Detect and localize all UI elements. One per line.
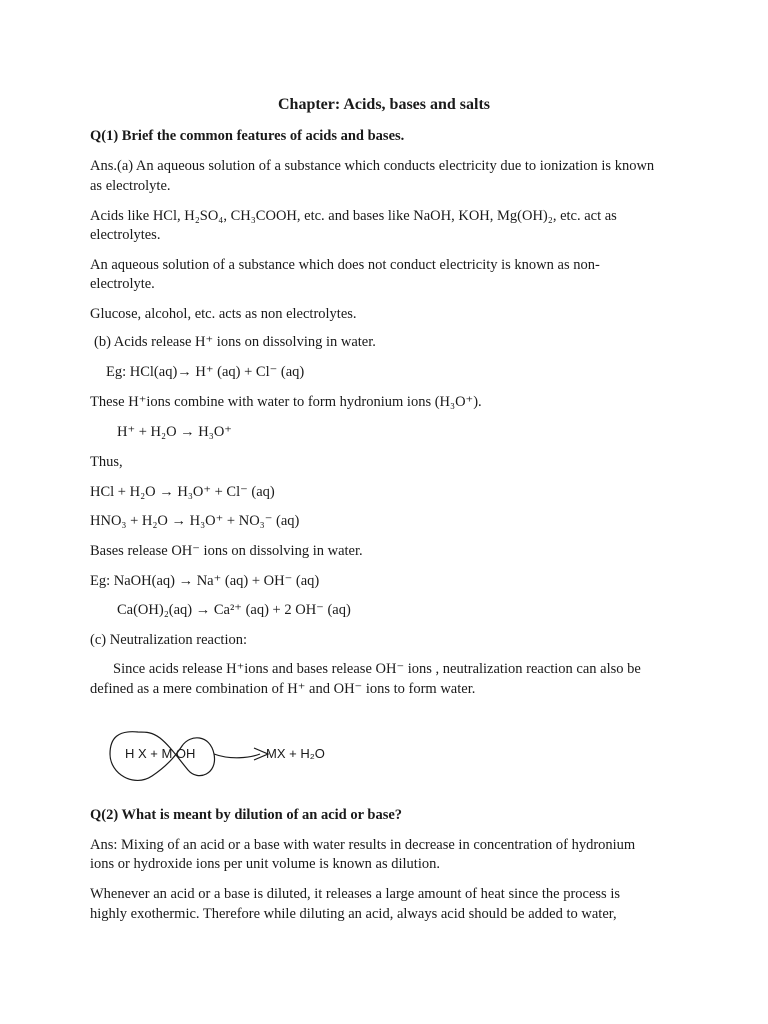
thus-label: Thus,	[90, 454, 123, 470]
equation-hydronium: H⁺ + H₂O → H₃O⁺	[117, 424, 232, 440]
diagram-products: MX + H₂O	[266, 746, 325, 761]
chapter-title: Chapter: Acids, bases and salts	[277, 96, 491, 113]
q2-heat-line-2: highly exothermic. Therefore while diluting an acid, always acid should be added to water,	[90, 906, 617, 922]
question-2: Q(2) What is meant by dilution of an acid or base?	[90, 807, 403, 823]
non-electrolyte-line-2: electrolyte.	[90, 276, 155, 292]
electrolytes-line-2: electrolytes.	[90, 227, 161, 243]
neutralization-diagram	[100, 722, 360, 798]
equation-caoh2-dissociation: Ca(OH)₂(aq) → Ca²⁺ (aq) + 2 OH⁻ (aq)	[117, 602, 351, 618]
non-electrolyte-examples: Glucose, alcohol, etc. acts as non electrolytes.	[90, 306, 357, 322]
q2-heat-line-1: Whenever an acid or a base is diluted, it releases a large amount of heat since the process is	[90, 886, 620, 902]
diagram-reactants: H X + M OH	[125, 746, 196, 761]
non-electrolyte-line-1: An aqueous solution of a substance which does not conduct electricity is known as non-	[90, 257, 600, 273]
example-naoh-dissociation: Eg: NaOH(aq) → Na⁺ (aq) + OH⁻ (aq)	[90, 573, 320, 589]
acids-release-h-ions: (b) Acids release H⁺ ions on dissolving in water.	[94, 334, 376, 350]
neutralization-line-2: defined as a mere combination of H⁺ and OH⁻ ions to form water.	[90, 681, 476, 697]
q2-answer-line-1: Ans: Mixing of an acid or a base with water results in decrease in concentration of hydronium	[90, 837, 636, 853]
q1-answer-a-line-2: as electrolyte.	[90, 178, 171, 194]
electrolytes-line-1: Acids like HCl, H₂SO₄, CH₃COOH, etc. and bases like NaOH, KOH, Mg(OH)₂, etc. act as	[90, 208, 617, 224]
q2-answer-line-2: ions or hydroxide ions per unit volume is known as dilution.	[90, 856, 440, 872]
bases-release-oh-ions: Bases release OH⁻ ions on dissolving in water.	[90, 543, 363, 559]
equation-hcl-water: HCl + H₂O → H₃O⁺ + Cl⁻ (aq)	[90, 484, 275, 500]
equation-hno3-water: HNO₃ + H₂O → H₃O⁺ + NO₃⁻ (aq)	[90, 513, 300, 529]
example-hcl-dissociation: Eg: HCl(aq)→ H⁺ (aq) + Cl⁻ (aq)	[106, 364, 305, 380]
question-1: Q(1) Brief the common features of acids and bases.	[90, 128, 405, 144]
q1-answer-a-line-1: Ans.(a) An aqueous solution of a substance which conducts electricity due to ionization is known	[90, 158, 655, 174]
hydronium-line: These H⁺ions combine with water to form hydronium ions (H₃O⁺).	[90, 394, 482, 410]
neutralization-line-1: Since acids release H⁺ions and bases release OH⁻ ions , neutralization reaction can also be	[113, 661, 641, 677]
arrow-line-icon	[214, 754, 260, 758]
neutralization-heading: (c) Neutralization reaction:	[90, 632, 248, 648]
